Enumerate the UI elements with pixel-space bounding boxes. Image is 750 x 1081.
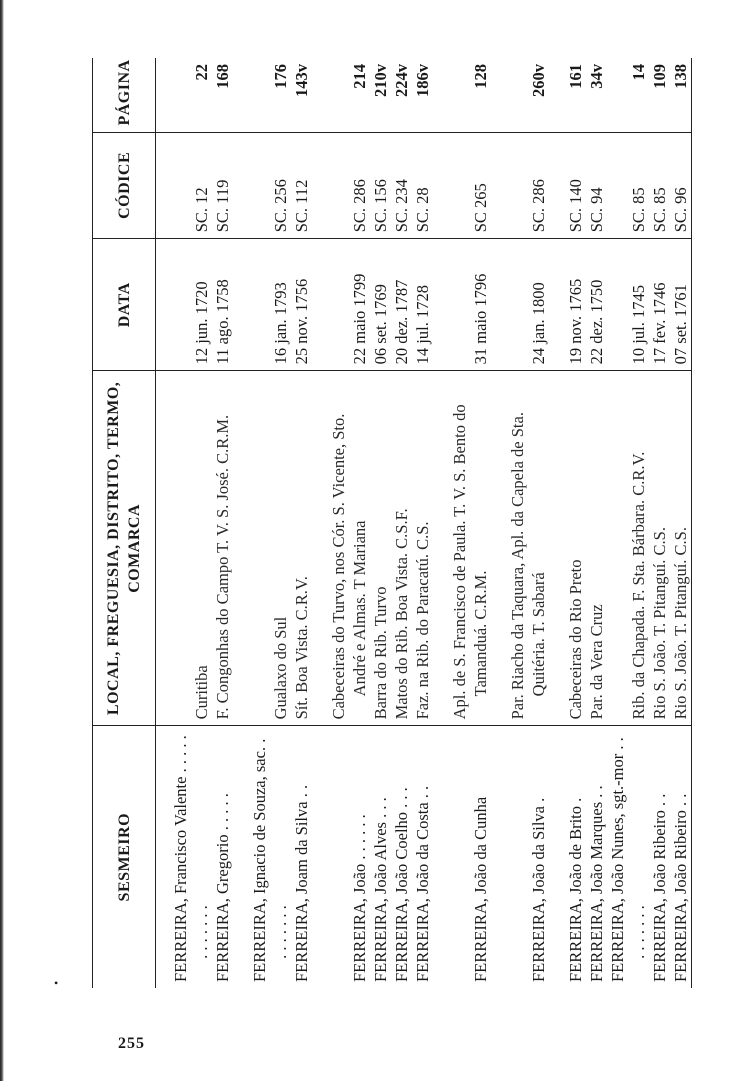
local-cell-text: Faz. na Rib. do Paracatú. C.S.: [413, 521, 432, 720]
codice-cell-text: SC. 96: [671, 187, 690, 233]
sesmeiro-cell: [156, 726, 213, 988]
pagina-cell-text: 168: [213, 64, 232, 89]
table-header-row: [93, 58, 156, 988]
table-row: [370, 58, 391, 988]
local-cell-text: Par. da Vera Cruz: [587, 604, 606, 720]
pagina-cell: [649, 58, 670, 132]
pagina-cell-text: 143v: [292, 64, 311, 97]
codice-cell-text: SC. 234: [392, 179, 411, 233]
local-cell: [491, 371, 549, 726]
pagina-cell-text: 214: [350, 64, 369, 89]
date-cell: [212, 239, 233, 371]
pagina-cell-text: 128: [471, 64, 490, 89]
date-cell-text: 17 fev. 1746: [650, 282, 669, 365]
date-cell-text: 06 set. 1769: [371, 284, 390, 365]
table-row: [391, 58, 412, 988]
sesmeiro-cell-text: FERREIRA, Ignacio de Souza, sac. . . . . . . . .: [250, 738, 290, 982]
local-cell: [233, 371, 291, 726]
codice-cell: [549, 132, 586, 239]
date-cell: [233, 239, 291, 371]
sesmarias-table: [92, 58, 692, 988]
pagina-cell-text: 109: [650, 64, 669, 89]
codice-cell: [670, 132, 692, 239]
local-cell: [607, 371, 649, 726]
local-cell: [370, 371, 391, 726]
sesmeiro-cell-text: FERREIRA, João Coelho . . .: [392, 787, 411, 982]
local-cell: [391, 371, 412, 726]
codice-cell: [433, 132, 491, 239]
codice-cell-text: SC. 85: [650, 187, 669, 233]
local-cell-text: Cabeceiras do Turvo, nos Cór. S. Vicente, Sto. André e Almas. T Mariana: [329, 413, 369, 720]
date-cell: [670, 239, 692, 371]
codice-cell-text: SC. 286: [529, 179, 548, 233]
codice-cell: [412, 132, 433, 239]
table-row: [670, 58, 692, 988]
date-cell-text: 16 jan. 1793: [271, 282, 290, 365]
pagina-cell-text: 138: [671, 64, 690, 89]
table-row: [491, 58, 549, 988]
pagina-cell: [433, 58, 491, 132]
local-cell-text: Rio S. João. T. Pitanguí. C.S.: [650, 527, 669, 720]
local-cell: [649, 371, 670, 726]
codice-cell-text: SC. 256: [271, 179, 290, 233]
date-cell: [433, 239, 491, 371]
local-cell: [291, 371, 312, 726]
codice-cell-text: SC. 156: [371, 179, 390, 233]
pagina-cell-text: 22: [192, 64, 211, 81]
date-cell: [370, 239, 391, 371]
pagina-cell-text: 176: [271, 64, 290, 89]
codice-cell: [391, 132, 412, 239]
date-cell-text: 31 maio 1796: [471, 273, 490, 365]
table-row: [291, 58, 312, 988]
sesmeiro-cell-text: FERREIRA, Gregorio . . . . .: [213, 793, 232, 982]
local-cell-text: Apl. de S. Francisco de Paula. T. V. S. Bento do Tamanduá. C.R.M.: [450, 404, 490, 720]
header-local: LOCAL, FREGUESIA, DISTRITO, TERMO, COMARCA: [93, 371, 156, 726]
date-cell: [391, 239, 412, 371]
sesmeiro-cell: [433, 726, 491, 988]
pagina-cell: [312, 58, 370, 132]
table-row: [412, 58, 433, 988]
date-cell: [412, 239, 433, 371]
local-cell: [412, 371, 433, 726]
pagina-cell: [370, 58, 391, 132]
page-binding-edge: [0, 0, 4, 1081]
header-data: DATA: [93, 239, 156, 371]
codice-cell: [233, 132, 291, 239]
codice-cell: [156, 132, 213, 239]
sesmeiro-cell: [291, 726, 312, 988]
pagina-cell-text: 260v: [529, 64, 548, 97]
pagina-cell: [607, 58, 649, 132]
codice-cell-text: SC 265: [471, 183, 490, 233]
codice-cell-text: SC. 85: [629, 187, 648, 233]
date-cell-text: 20 dez. 1787: [392, 279, 411, 365]
pagina-cell: [291, 58, 312, 132]
sesmeiro-cell: [586, 726, 607, 988]
pagina-cell-text: 34v: [587, 64, 606, 89]
sesmeiro-cell: [312, 726, 370, 988]
local-cell: [312, 371, 370, 726]
table-row: [649, 58, 670, 988]
table-row: [607, 58, 649, 988]
table-row: [212, 58, 233, 988]
codice-cell: [586, 132, 607, 239]
local-cell-text: Par. Riacho da Taquara, Apl. da Capela de Sta. Quitéria. T. Sabará: [508, 412, 548, 720]
sesmeiro-cell-text: FERREIRA, Joam da Silva . .: [292, 784, 311, 982]
codice-cell-text: SC. 12: [192, 187, 211, 233]
local-cell-text: Matos do Rib. Boa Vista. C.S.F.: [392, 508, 411, 720]
local-cell-text: Cabeceiras do Rio Preto: [566, 559, 585, 720]
local-cell: [433, 371, 491, 726]
codice-cell: [491, 132, 549, 239]
date-cell-text: 19 nov. 1765: [566, 278, 585, 365]
date-cell: [607, 239, 649, 371]
sesmeiro-cell: [391, 726, 412, 988]
sesmeiro-cell: [370, 726, 391, 988]
table-row: [586, 58, 607, 988]
table-row: [312, 58, 370, 988]
codice-cell: [370, 132, 391, 239]
date-cell-text: 25 nov. 1756: [292, 278, 311, 365]
pagina-cell: [670, 58, 692, 132]
date-cell: [549, 239, 586, 371]
pagina-cell-text: 161: [566, 64, 585, 89]
sesmeiro-cell: [670, 726, 692, 988]
pagina-cell-text: 210v: [371, 64, 390, 97]
date-cell-text: 12 jun. 1720: [192, 281, 211, 365]
date-cell-text: 22 maio 1799: [350, 273, 369, 365]
pagina-cell: [586, 58, 607, 132]
codice-cell-text: SC. 119: [213, 179, 232, 233]
pagina-cell: [412, 58, 433, 132]
date-cell-text: 22 dez. 1750: [587, 279, 606, 365]
pagina-cell: [212, 58, 233, 132]
sesmeiro-cell: [212, 726, 233, 988]
codice-cell-text: SC. 94: [587, 187, 606, 233]
sesmeiro-cell-text: FERREIRA, João Ribeiro . .: [671, 793, 690, 982]
codice-cell: [312, 132, 370, 239]
table-body: [156, 58, 692, 988]
sesmeiro-cell-text: FERREIRA, João da Silva .: [529, 797, 548, 982]
table-row: [156, 58, 213, 988]
sesmeiro-cell-text: FERREIRA, João da Cunha: [471, 796, 490, 982]
sesmeiro-cell: [549, 726, 586, 988]
local-cell: [212, 371, 233, 726]
sesmeiro-cell-text: FERREIRA, João Nunes, sgt.-mor . . . . . . . . .: [608, 737, 648, 982]
sesmeiro-cell: [649, 726, 670, 988]
local-cell-text: Rio S. João. T. Pitanguí. C.S.: [671, 527, 690, 720]
local-cell: [549, 371, 586, 726]
date-cell-text: 07 set. 1761: [671, 284, 690, 365]
table-row: [549, 58, 586, 988]
codice-cell-text: SC. 112: [292, 179, 311, 233]
date-cell: [312, 239, 370, 371]
codice-cell: [212, 132, 233, 239]
table-row: [233, 58, 291, 988]
local-cell-text: Sít. Boa Vista. C.R.V.: [292, 576, 311, 720]
pagina-cell-text: 186v: [413, 64, 432, 97]
header-sesmeiro: SESMEIRO: [93, 726, 156, 988]
pagina-cell-text: 224v: [392, 64, 411, 97]
sesmeiro-cell: [233, 726, 291, 988]
date-cell: [156, 239, 213, 371]
pagina-cell: [491, 58, 549, 132]
date-cell: [291, 239, 312, 371]
pagina-cell: [233, 58, 291, 132]
page-number: 255: [118, 1035, 145, 1052]
codice-cell: [607, 132, 649, 239]
local-cell-text: Rib. da Chapada. F. Sta. Bárbara. C.R.V.: [629, 451, 648, 720]
rotated-table-container: [92, 58, 690, 988]
date-cell-text: 11 ago. 1758: [213, 279, 232, 365]
date-cell: [491, 239, 549, 371]
local-cell-text: Curitiba: [192, 665, 211, 720]
pagina-cell: [391, 58, 412, 132]
date-cell: [649, 239, 670, 371]
local-cell-text: F. Congonhas do Campo T. V. S. José. C.R.M.: [213, 414, 232, 720]
codice-cell-text: SC. 28: [413, 187, 432, 233]
row-marker-bullet: •: [54, 976, 59, 990]
sesmeiro-cell-text: FERREIRA, Francisco Valente . . . . . . . . . . . .: [171, 735, 211, 982]
header-pagina: PÁGINA: [93, 58, 156, 132]
codice-cell: [291, 132, 312, 239]
sesmeiro-cell: [412, 726, 433, 988]
codice-cell: [649, 132, 670, 239]
pagina-cell-text: 14: [629, 64, 648, 81]
sesmeiro-cell-text: FERREIRA, João da Costa . .: [413, 785, 432, 982]
local-cell: [670, 371, 692, 726]
header-codice: CÓDICE: [93, 132, 156, 239]
pagina-cell: [156, 58, 213, 132]
local-cell-text: Barra do Rib. Turvo: [371, 586, 390, 720]
local-cell: [586, 371, 607, 726]
sesmeiro-cell: [491, 726, 549, 988]
date-cell: [586, 239, 607, 371]
sesmeiro-cell-text: FERREIRA, João de Brito .: [566, 797, 585, 982]
date-cell-text: 10 jul. 1745: [629, 285, 648, 365]
sesmeiro-cell-text: FERREIRA, João Ribeiro . .: [650, 793, 669, 982]
codice-cell-text: SC. 140: [566, 179, 585, 233]
sesmeiro-cell-text: FERREIRA, João Alves . . .: [371, 797, 390, 982]
date-cell-text: 14 jul. 1728: [413, 285, 432, 365]
table-row: [433, 58, 491, 988]
date-cell-text: 24 jan. 1800: [529, 282, 548, 365]
local-cell: [156, 371, 213, 726]
sesmeiro-cell: [607, 726, 649, 988]
pagina-cell: [549, 58, 586, 132]
sesmeiro-cell-text: FERREIRA, João Marques . .: [587, 785, 606, 982]
sesmeiro-cell-text: FERREIRA, João . . . . . .: [350, 814, 369, 982]
codice-cell-text: SC. 286: [350, 179, 369, 233]
local-cell-text: Gualaxo do Sul: [271, 616, 290, 720]
